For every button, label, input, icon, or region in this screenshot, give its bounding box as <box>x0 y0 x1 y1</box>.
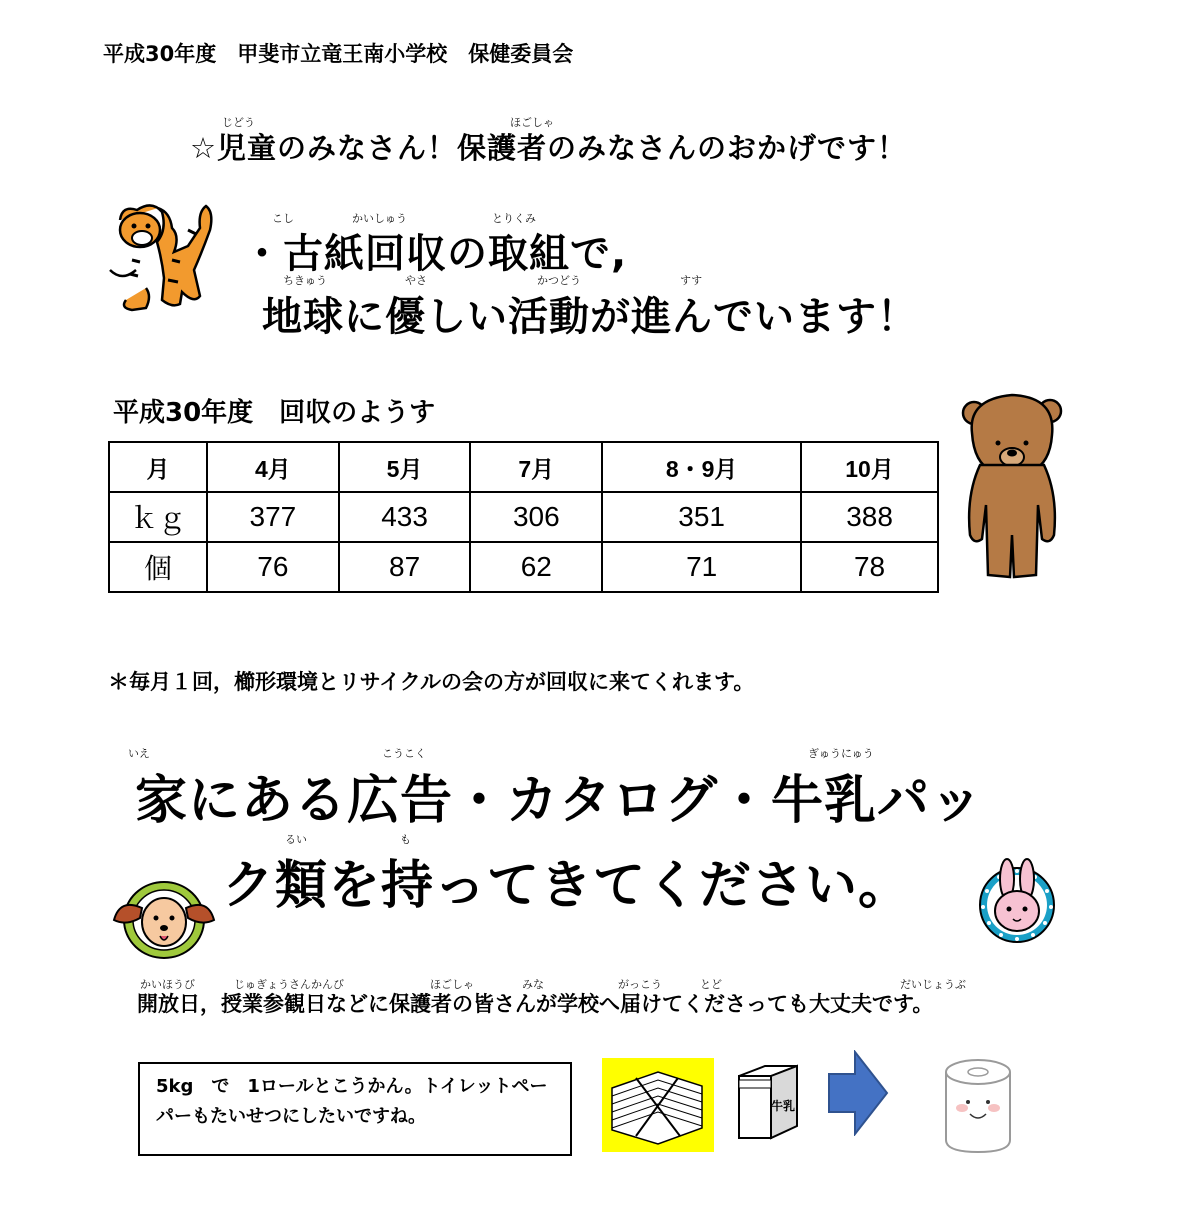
newspaper-bundle-illustration <box>602 1058 714 1152</box>
table-header-cell: 5月 <box>339 442 471 492</box>
table-cell: ｋｇ <box>109 492 207 542</box>
collection-table <box>108 441 939 593</box>
rabbit-badge-illustration <box>975 857 1059 943</box>
headline-thanks: ☆児童のみなさん！保護者のみなさんのおかげです！ <box>190 131 907 165</box>
ruby-text: ぎゅうにゅう <box>808 747 874 760</box>
organization-title: 平成30年度 甲斐市立竜王南小学校 保健委員会 <box>103 42 574 66</box>
ruby-text: みな <box>522 978 544 991</box>
tiger-illustration <box>102 200 227 315</box>
table-row <box>109 542 938 592</box>
table-cell: 71 <box>602 542 801 592</box>
arrow-right-icon <box>827 1050 889 1136</box>
ruby-text: やさ <box>405 274 427 287</box>
ruby-text: じゅぎょうさんかんび <box>234 978 344 991</box>
toilet-paper-roll-illustration <box>940 1056 1016 1156</box>
table-cell: 62 <box>470 542 602 592</box>
milk-carton-illustration <box>735 1060 801 1140</box>
table-header-cell: 4月 <box>207 442 339 492</box>
ruby-text: だいじょうぶ <box>900 978 966 991</box>
ruby-text: かいほうび <box>140 978 195 991</box>
ruby-text: かつどう <box>537 274 581 287</box>
table-header-cell: 7月 <box>470 442 602 492</box>
dog-badge-illustration <box>112 878 216 962</box>
ruby-text: こうこく <box>382 747 426 760</box>
table-header-cell: 月 <box>109 442 207 492</box>
table-cell: 個 <box>109 542 207 592</box>
bear-illustration <box>960 385 1065 585</box>
collection-note: ＊毎月１回，櫛形環境とリサイクルの会の方が回収に来てくれます。 <box>108 670 755 694</box>
headline-earth: 地球に優しい活動が進んでいます！ <box>262 294 918 340</box>
table-cell: 388 <box>801 492 938 542</box>
ruby-text: じどう <box>222 116 255 129</box>
table-header-cell: 10月 <box>801 442 938 492</box>
ruby-text: いえ <box>128 747 150 760</box>
info-text: 5kg で 1ロールとこうかん。トイレットペーパーもたいせつにしたいですね。 <box>156 1076 548 1127</box>
headline-recycling: ・古紙回収の取組で, <box>242 231 628 277</box>
table-cell: 433 <box>339 492 471 542</box>
ruby-text: ほごしゃ <box>430 978 474 991</box>
info-box <box>138 1062 572 1156</box>
table-title: 平成30年度 回収のようす <box>113 398 436 428</box>
table-cell: 87 <box>339 542 471 592</box>
table-header-cell: 8・9月 <box>602 442 801 492</box>
ruby-text: も <box>400 833 411 846</box>
ruby-text: ほごしゃ <box>510 116 554 129</box>
table-cell: 351 <box>602 492 801 542</box>
ruby-text: すす <box>680 274 703 287</box>
table-cell: 76 <box>207 542 339 592</box>
ruby-text: ちきゅう <box>283 274 327 287</box>
bottom-message: 開放日，授業参観日などに保護者の皆さんが学校へ届けてくださっても大丈夫です。 <box>137 992 934 1016</box>
table-cell: 306 <box>470 492 602 542</box>
ruby-text: がっこう <box>618 978 662 991</box>
big-message-line2: ク類を持ってきてください。 <box>222 856 912 916</box>
big-message-line1: 家にある広告・カタログ・牛乳パッ <box>135 771 984 831</box>
table-cell: 377 <box>207 492 339 542</box>
ruby-text: とど <box>700 978 722 991</box>
ruby-text: かいしゅう <box>352 212 407 225</box>
milk-carton-label: 牛乳 <box>770 1099 796 1113</box>
ruby-text: こし <box>272 212 294 225</box>
ruby-text: とりくみ <box>492 212 536 225</box>
table-cell: 78 <box>801 542 938 592</box>
table-row <box>109 492 938 542</box>
ruby-text: るい <box>285 833 307 846</box>
table-header-row <box>109 442 938 492</box>
